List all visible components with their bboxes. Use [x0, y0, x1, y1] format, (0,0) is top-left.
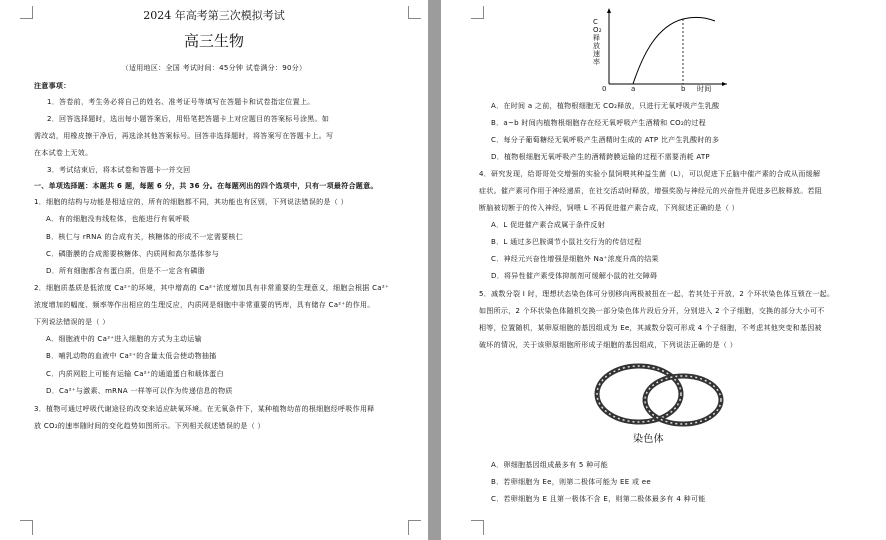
crop-mark	[471, 520, 484, 535]
notice-item: 1．答卷前，考生务必将自己的姓名、准考证号等填写在答题卡和试卷指定位置上。	[47, 98, 315, 106]
option-b: B．若卵细胞为 Ee，则第二极体可能为 EE 或 ee	[491, 478, 651, 486]
question-stem: 浓度增加的幅度、频率等作出相应的生理反应，内质网是细胞中非常重要的钙库，具有储存 Ca²⁺的作用。	[34, 301, 375, 309]
option-b: B．哺乳动物的血液中 Ca²⁺的含量太低会使动物抽搐	[46, 352, 217, 360]
co2-release-graph	[591, 4, 731, 96]
option-c: C．内质网腔上可能有运输 Ca²⁺的通道蛋白和载体蛋白	[46, 370, 224, 378]
option-a: A．有的细胞没有线粒体，也能进行有氧呼吸	[46, 215, 190, 223]
option-b: B．L 通过多巴胺调节小鼠社交行为的传信过程	[491, 238, 642, 246]
question-stem: 症状。催产素可作用于神经递质，在社交活动时释放，增强奖励与神经元的兴奋性并促进多巴胺释放。若阻	[479, 187, 823, 195]
option-a: A．细胞液中的 Ca²⁺进入细胞的方式为主动运输	[46, 335, 202, 343]
option-d: D．植物根细胞无氧呼吸产生的酒精跨膜运输的过程不需要消耗 ATP	[491, 153, 710, 161]
option-b: B．a~b 时间内植物根细胞存在经无氧呼吸产生酒精和 CO₂的过程	[491, 119, 706, 127]
right-page	[441, 0, 886, 540]
graph-tick-b: b	[681, 85, 686, 93]
question-stem: 1．细胞的结构与功能是相适应的，所有的细胞都不同，其功能也有区别，下列说法错误的是（ ）	[34, 198, 348, 206]
option-c: C．若卵细胞为 E 且第一极体不含 E，则第二极体最多有 4 种可能	[491, 495, 706, 503]
crop-mark	[408, 520, 421, 535]
option-c: C．每分子葡萄糖经无氧呼吸产生酒精时生成的 ATP 比产生乳酸时的多	[491, 136, 720, 144]
option-b: B．核仁与 rRNA 的合成有关，核糖体的形成不一定需要核仁	[46, 233, 244, 241]
graph-tick-a: a	[631, 85, 636, 93]
option-c: C．磷脂膜的合成需要核糖体、内质网和高尔基体参与	[46, 250, 220, 258]
graph-origin-label: 0	[602, 85, 607, 93]
option-d: D．Ca²⁺与激素、mRNA 一样等可以作为传递信息的物质	[46, 387, 233, 395]
option-c: C．神经元兴奋性增强是细胞外 Na⁺浓度升高的结果	[491, 255, 659, 263]
exam-info: （适用地区：全国 考试时间：45分钟 试卷满分：90分）	[121, 64, 307, 72]
section-heading: 一、单项选择题：本题共 6 题，每题 6 分，共 36 分。在每题列出的四个选项中，只有一项最符合题意。	[34, 182, 378, 190]
notice-item: 在本试卷上无效。	[34, 149, 93, 157]
crop-mark	[20, 520, 33, 535]
left-page	[0, 0, 428, 540]
figure-caption: 染色体	[633, 434, 664, 445]
notice-heading: 注意事项：	[34, 82, 71, 90]
notice-item: 需改动，用橡皮擦干净后，再选涂其他答案标号。回答非选择题时，将答案写在答题卡上。写	[34, 132, 334, 140]
graph-curve	[633, 17, 715, 84]
subject-title: 高三生物	[183, 32, 244, 50]
question-stem: 4．研究发现，给哥哥处交增强的实验小鼠饲喂其种益生菌（L），可以促进下丘脑中催产素的合成从而缓解	[479, 170, 821, 178]
question-stem: 2．细胞质基质是低浓度 Ca²⁺的环境，其中增高的 Ca²⁺浓度增加具有非常重要的生理意义，细胞会根据 Ca²⁺	[34, 284, 389, 292]
graph-y-label: CO₂释放速率	[593, 18, 602, 66]
question-stem: 放 CO₂的速率随时间的变化趋势如图所示。下列相关叙述错误的是（ ）	[34, 422, 265, 430]
option-a: A．卵细胞基因组成最多有 5 种可能	[491, 461, 609, 469]
exam-header-title: 2024 年高考第三次模拟考试	[143, 9, 285, 22]
option-a: A．L 促进催产素合成属于条件反射	[491, 221, 606, 229]
notice-item: 2．回答选择题时，选出每小题答案后，用铅笔把答题卡上对应题目的答案标号涂黑。如	[47, 115, 330, 123]
crop-mark	[471, 6, 484, 19]
question-stem: 3．植物可通过呼吸代谢途径的改变来适应缺氧环境。在无氧条件下，某种植物幼苗的根细胞经呼吸作用释	[34, 405, 375, 413]
option-d: D．所有细胞都含有蛋白质，但是不一定含有磷脂	[46, 267, 205, 275]
question-stem: 相等，位置随机，某卵原细胞的基因组成为 Ee，其减数分裂可形成 4 个子细胞，不考虑其他突变和基因被	[479, 324, 822, 332]
question-stem: 5．减数分裂 I 时，理想状态染色体可分别移向两极被扭在一起，若其处于开放，2 个环状染色体互锁在一起。	[479, 290, 835, 298]
graph-y-arrow	[607, 8, 611, 13]
graph-x-label: 时间	[697, 85, 712, 93]
question-stem: 下列说法错误的是（ ）	[34, 318, 110, 326]
question-stem: 断脑被切断于的传入神经，饲喂 L 不再促进催产素合成，下列叙述正确的是（ ）	[479, 204, 739, 212]
question-stem: 破坏的情况，关于该卵原细胞所形成子细胞的基因组成，下列说法正确的是（ ）	[479, 341, 738, 349]
ring-chromosome-figure	[591, 358, 731, 430]
graph-x-arrow	[722, 82, 727, 86]
option-a: A．在时间 a 之前，植物根细胞无 CO₂释放，只进行无氧呼吸产生乳酸	[491, 102, 720, 110]
question-stem: 如图所示，2 个环状染色体随机交换一部分染色体片段后分开，分别进入 2 个子细胞，交换的部分大小可不	[479, 307, 825, 315]
notice-item: 3．考试结束后，将本试卷和答题卡一并交回	[47, 166, 191, 174]
option-d: D．将异性催产素受体抑制剂可缓解小鼠的社交障碍	[491, 272, 658, 280]
